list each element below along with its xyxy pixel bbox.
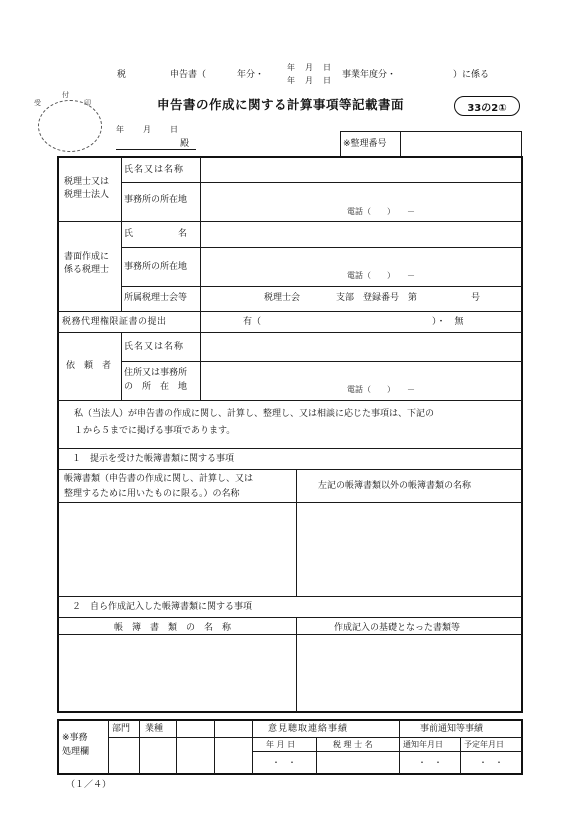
office-use-label-1: ※事務 — [62, 733, 88, 743]
office-scheduled-date-dots: ・ ・ — [479, 758, 503, 767]
office-prior-label: 事前通知等事績 — [420, 724, 484, 734]
addressee: 殿 — [180, 139, 190, 149]
page-number: （１／４） — [66, 780, 112, 790]
header-tax: 税 — [117, 70, 127, 80]
header-return: 申告書（ — [170, 70, 207, 80]
office-scheduled-date-label: 予定年月日 — [464, 740, 504, 749]
accountant-name-field[interactable] — [201, 158, 521, 182]
preparer-phone: 電話（ ） － — [347, 271, 415, 280]
client-addr-label-2: の 所 在 地 — [124, 382, 188, 392]
preparer-group-label-1: 書面作成に — [64, 252, 110, 262]
reception-stamp-circle — [38, 100, 102, 152]
header-year-part: 年分・ — [237, 70, 265, 80]
accountant-office-label: 事務所の所在地 — [124, 195, 188, 205]
section1-heading: １ 提示を受けた帳簿書類に関する事項 — [72, 454, 235, 464]
office-use-label-2: 処理欄 — [62, 747, 90, 757]
accountant-phone: 電話（ ） － — [347, 207, 415, 216]
office-dept-label: 部門 — [112, 724, 131, 734]
form-number: 33の2① — [467, 102, 507, 114]
header-pertaining: ）に係る — [453, 70, 490, 80]
section1-other-books-field[interactable] — [298, 504, 520, 595]
statement-line-1: 私（当法人）が申告書の作成に関し、計算し、整理し、又は相談に応じた事項は、下記の — [74, 409, 435, 419]
stamp-label-mid: 付 — [62, 91, 69, 99]
section1-col1-line1: 帳簿書類（申告書の作成に関し、計算し、又は — [64, 474, 254, 484]
section2-heading: ２ 自ら作成記入した帳簿書類に関する事項 — [72, 602, 253, 612]
office-hearing-date-label: 年 月 日 — [266, 740, 296, 749]
stamp-label-left: 受 — [34, 99, 41, 107]
section2-basis-field[interactable] — [298, 636, 520, 710]
office-hearing-label: 意見聴取連絡事績 — [268, 724, 349, 734]
stamp-label-right: 印 — [84, 99, 91, 107]
client-name-field[interactable] — [201, 334, 521, 360]
page-title: 申告書の作成に関する計算事項等記載書面 — [157, 97, 405, 112]
section1-books-field[interactable] — [59, 504, 295, 595]
section2-col1: 帳 簿 書 類 の 名 称 — [114, 623, 232, 633]
client-name-label: 氏名又は名称 — [124, 342, 185, 352]
preparer-assoc-value: 税理士会 支部 登録番号 第 号 — [264, 293, 481, 303]
section2-col2: 作成記入の基礎となった書類等 — [334, 623, 461, 633]
preparer-assoc-label: 所属税理士会等 — [124, 293, 188, 303]
form-number-badge — [454, 96, 520, 116]
office-notice-date-dots: ・ ・ — [418, 758, 442, 767]
office-hearing-name-label: 税 理 士 名 — [333, 740, 373, 749]
section1-col2: 左記の帳簿書類以外の帳簿書類の名称 — [318, 481, 472, 491]
office-notice-date-label: 通知年月日 — [403, 740, 443, 749]
accountant-name-label: 氏名又は名称 — [124, 165, 185, 175]
reference-number-label: ※整理番号 — [343, 139, 387, 149]
office-hearing-date-dots: ・ ・ — [272, 758, 296, 767]
poa-value[interactable]: 有（ ）・ 無 — [243, 317, 464, 327]
statement-line-2: １から５までに掲げる事項であります。 — [74, 426, 236, 436]
section2-books-field[interactable] — [59, 636, 295, 710]
submission-date: 年 月 日 — [116, 125, 179, 134]
reference-number-field[interactable] — [401, 132, 521, 155]
accountant-group-label-2: 税理士法人 — [64, 190, 110, 200]
preparer-office-label: 事務所の所在地 — [124, 262, 188, 272]
preparer-name-field[interactable] — [201, 222, 521, 247]
header-date-top: 年 月 日 — [287, 63, 332, 72]
preparer-group-label-2: 係る税理士 — [64, 265, 110, 275]
header-date-bottom: 年 月 日 — [287, 76, 332, 85]
office-industry-label: 業種 — [145, 724, 164, 734]
preparer-name-label: 氏 名 — [124, 229, 188, 239]
client-addr-label-1: 住所又は事務所 — [124, 368, 188, 378]
accountant-group-label-1: 税理士又は — [64, 177, 110, 187]
client-group-label: 依 頼 者 — [66, 361, 112, 371]
section1-col1-line2: 整理するために用いたものに限る。）の名称 — [64, 489, 240, 499]
poa-label: 税務代理権限証書の提出 — [62, 317, 167, 327]
client-phone: 電話（ ） － — [347, 385, 415, 394]
header-fiscal: 事業年度分・ — [342, 70, 397, 80]
